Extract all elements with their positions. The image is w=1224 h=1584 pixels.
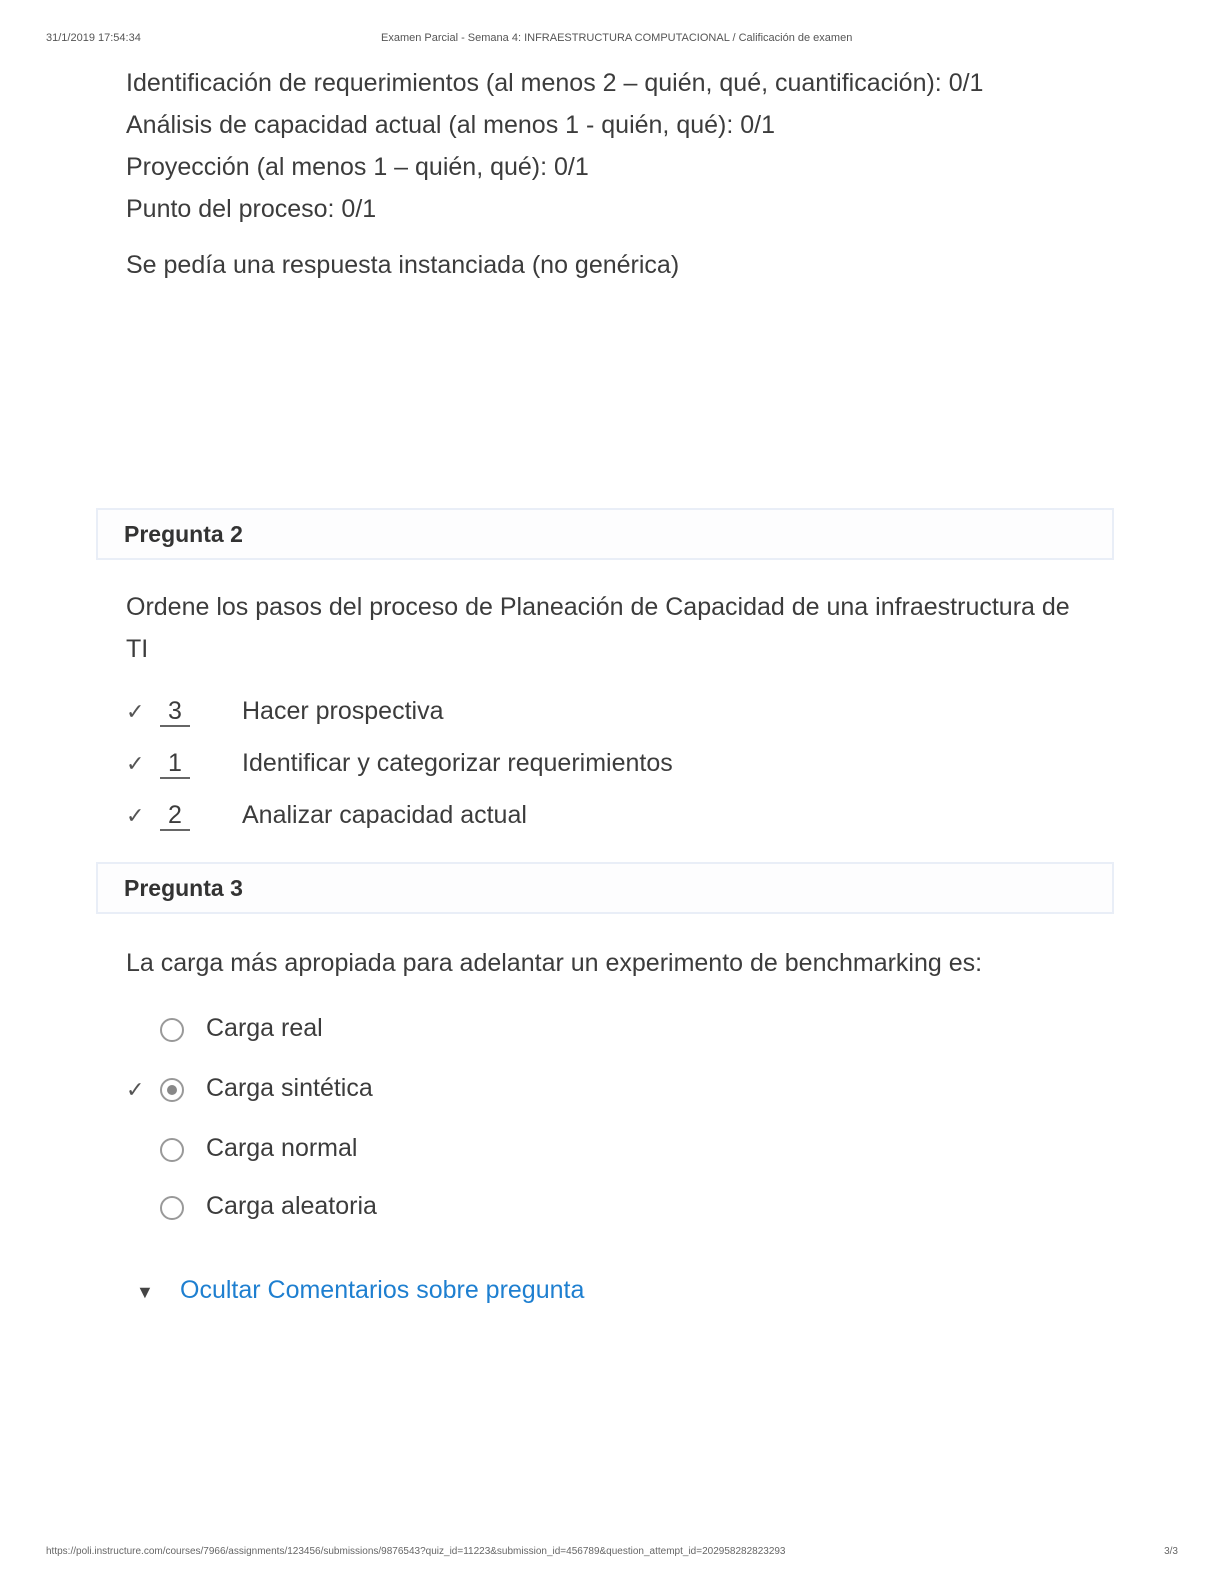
question-2-text: Ordene los pasos del proceso de Planeación de Capacidad de una infraestructura de TI [126,593,1070,663]
checkmark-icon: ✓ [126,699,145,724]
question-3-header: Pregunta 3 [96,862,1114,914]
order-number: 1 [160,749,190,779]
ordering-item [126,746,673,780]
feedback-line: Proyección (al menos 1 – quién, qué): 0/1 [126,153,589,181]
question-3-text: La carga más apropiada para adelantar un experimento de benchmarking es: [126,949,983,977]
triangle-down-icon: ▼ [136,1282,154,1302]
answer-option-label: Carga aleatoria [206,1192,377,1220]
print-date: 31/1/2019 17:54:34 [46,32,141,44]
ordering-item-label: Analizar capacidad actual [242,801,527,829]
answer-option-label: Carga real [206,1014,323,1042]
question-2-header: Pregunta 2 [96,508,1114,560]
checkmark-icon: ✓ [126,803,145,828]
answer-option-label: Carga sintética [206,1074,373,1102]
answer-option-label: Carga normal [206,1134,358,1162]
hide-comments-link[interactable]: Ocultar Comentarios sobre pregunta [180,1276,585,1304]
ordering-item-label: Hacer prospectiva [242,697,444,725]
feedback-line: Identificación de requerimientos (al menos 2 – quién, qué, cuantificación): 0/1 [126,69,984,97]
print-header [46,32,1178,50]
checkmark-icon: ✓ [126,751,145,776]
feedback-block [126,62,1126,286]
feedback-note: Se pedía una respuesta instanciada (no genérica) [126,251,680,279]
checkmark-icon: ✓ [126,1077,145,1102]
feedback-line: Punto del proceso: 0/1 [126,195,377,223]
radio-button-selected[interactable] [160,1078,184,1102]
print-title: Examen Parcial - Semana 4: INFRAESTRUCTURA COMPUTACIONAL / Calificación de examen [381,32,853,44]
radio-button[interactable] [160,1138,184,1162]
ordering-item [126,798,527,832]
radio-button[interactable] [160,1018,184,1042]
page-number: 3/3 [1164,1546,1178,1557]
ordering-item [126,694,443,728]
order-number: 3 [160,697,190,727]
print-footer [46,1546,1178,1564]
feedback-line: Análisis de capacidad actual (al menos 1 - quién, qué): 0/1 [126,111,775,139]
print-url: https://poli.instructure.com/courses/7966/assignments/123456/submissions/9876543?quiz_id=11223&submission_id=456789&question_attempt_id=202958282823293 [46,1546,786,1557]
radio-button[interactable] [160,1196,184,1220]
ordering-item-label: Identificar y categorizar requerimientos [242,749,673,777]
hide-comments-toggle[interactable] [136,1272,584,1310]
order-number: 2 [160,801,190,831]
